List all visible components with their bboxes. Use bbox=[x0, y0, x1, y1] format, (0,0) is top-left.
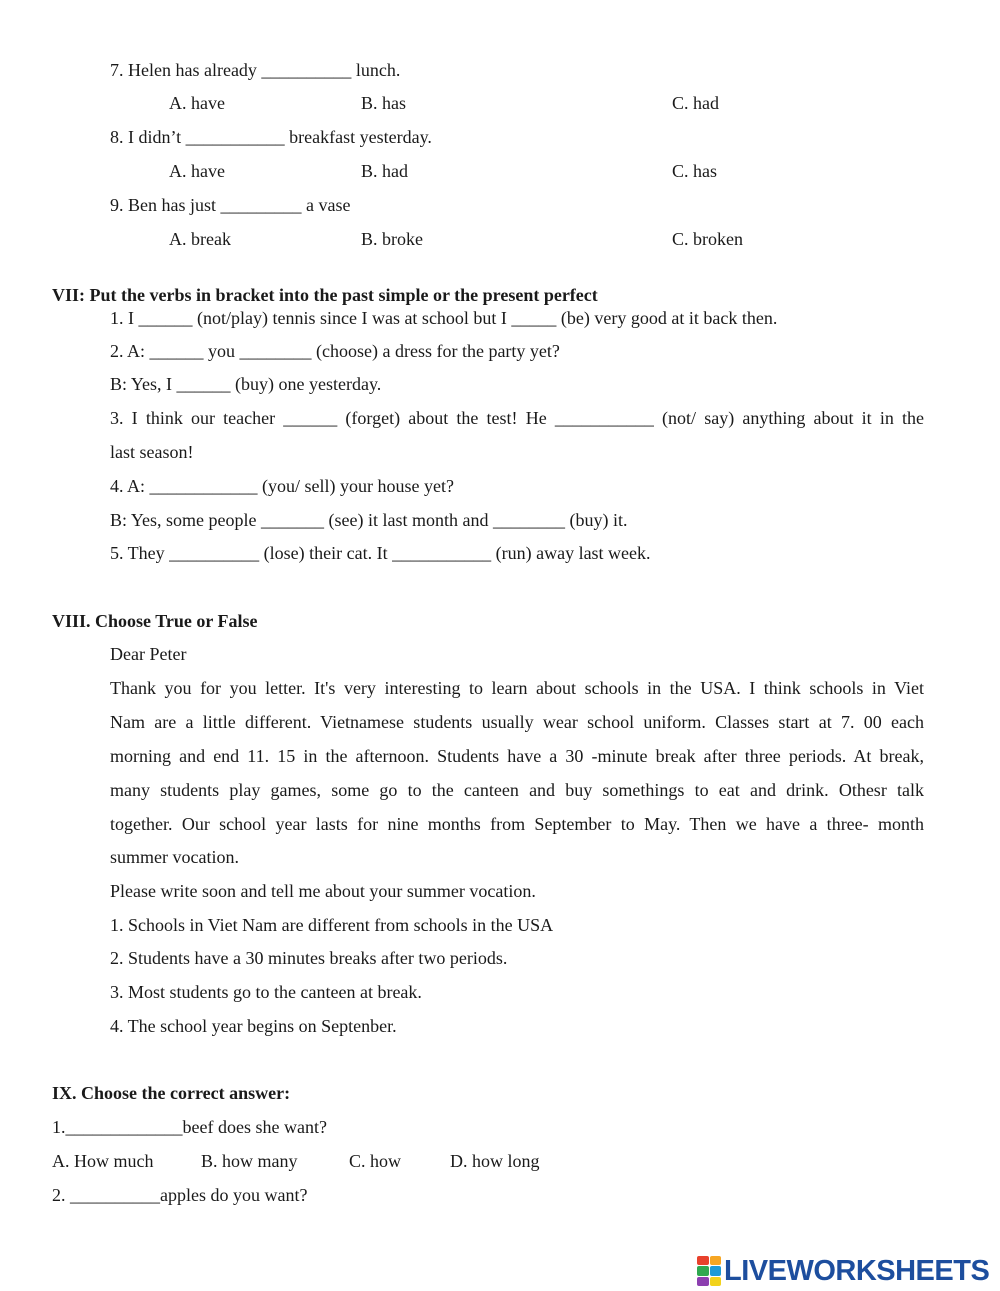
letter-line: Thank you for you letter. It's very interesting to learn about schools in the USA. I think schools in Viet bbox=[110, 678, 924, 698]
s7-line: 3. I think our teacher ______ (forget) about the test! He ___________ (not/ say) anything about it in the bbox=[110, 408, 924, 428]
logo-blocks-icon bbox=[697, 1256, 721, 1286]
question-8: 8. I didn’t ___________ breakfast yesterday. bbox=[110, 127, 432, 147]
letter-greeting: Dear Peter bbox=[110, 644, 187, 664]
tf-statement: 3. Most students go to the canteen at break. bbox=[110, 982, 422, 1002]
section-9-heading: IX. Choose the correct answer: bbox=[52, 1083, 291, 1103]
q8-option-b[interactable]: B. had bbox=[361, 161, 408, 181]
s7-line: 4. A: ____________ (you/ sell) your house yet? bbox=[110, 476, 454, 496]
letter-line: morning and end 11. 15 in the afternoon. Students have a 30 -minute break after three periods. At break, bbox=[110, 746, 924, 766]
letter-line: together. Our school year lasts for nine months from September to May. Then we have a three- month bbox=[110, 814, 924, 834]
question-7: 7. Helen has already __________ lunch. bbox=[110, 60, 401, 80]
section-8-heading: VIII. Choose True or False bbox=[52, 611, 258, 631]
s9-q1-option-d[interactable]: D. how long bbox=[450, 1151, 540, 1171]
q7-option-c[interactable]: C. had bbox=[672, 93, 719, 113]
logo-text: LIVEWORKSHEETS bbox=[724, 1254, 990, 1287]
tf-statement: 1. Schools in Viet Nam are different from schools in the USA bbox=[110, 915, 554, 935]
letter-closing: Please write soon and tell me about your summer vocation. bbox=[110, 881, 536, 901]
s7-line: 5. They __________ (lose) their cat. It ___________ (run) away last week. bbox=[110, 543, 651, 563]
q8-option-c[interactable]: C. has bbox=[672, 161, 717, 181]
q7-option-a[interactable]: A. have bbox=[169, 93, 225, 113]
tf-statement: 4. The school year begins on Septenber. bbox=[110, 1016, 397, 1036]
s9-question-2: 2. __________apples do you want? bbox=[52, 1185, 308, 1205]
s9-q1-option-c[interactable]: C. how bbox=[349, 1151, 402, 1171]
s7-line: B: Yes, I ______ (buy) one yesterday. bbox=[110, 374, 382, 394]
question-9: 9. Ben has just _________ a vase bbox=[110, 195, 351, 215]
s7-line: last season! bbox=[110, 442, 194, 462]
s7-line: 1. I ______ (not/play) tennis since I was at school but I _____ (be) very good at it back then. bbox=[110, 308, 778, 328]
q8-option-a[interactable]: A. have bbox=[169, 161, 225, 181]
s9-question-1: 1._____________beef does she want? bbox=[52, 1117, 327, 1137]
s9-q1-option-b[interactable]: B. how many bbox=[201, 1151, 298, 1171]
liveworksheets-logo bbox=[697, 1254, 989, 1288]
s7-line: 2. A: ______ you ________ (choose) a dress for the party yet? bbox=[110, 341, 560, 361]
q9-option-a[interactable]: A. break bbox=[169, 229, 231, 249]
tf-statement: 2. Students have a 30 minutes breaks after two periods. bbox=[110, 948, 508, 968]
letter-line-end: summer vocation. bbox=[110, 847, 239, 867]
letter-line: many students play games, some go to the canteen and buy somethings to eat and drink. Othesr talk bbox=[110, 780, 924, 800]
q9-option-b[interactable]: B. broke bbox=[361, 229, 423, 249]
q7-option-b[interactable]: B. has bbox=[361, 93, 406, 113]
s9-q1-option-a[interactable]: A. How much bbox=[52, 1151, 154, 1171]
s7-line: B: Yes, some people _______ (see) it last month and ________ (buy) it. bbox=[110, 510, 628, 530]
q9-option-c[interactable]: C. broken bbox=[672, 229, 743, 249]
section-7-heading: VII: Put the verbs in bracket into the past simple or the present perfect bbox=[52, 285, 598, 305]
letter-line: Nam are a little different. Vietnamese students usually wear school uniform. Classes start at 7. 00 each bbox=[110, 712, 924, 732]
